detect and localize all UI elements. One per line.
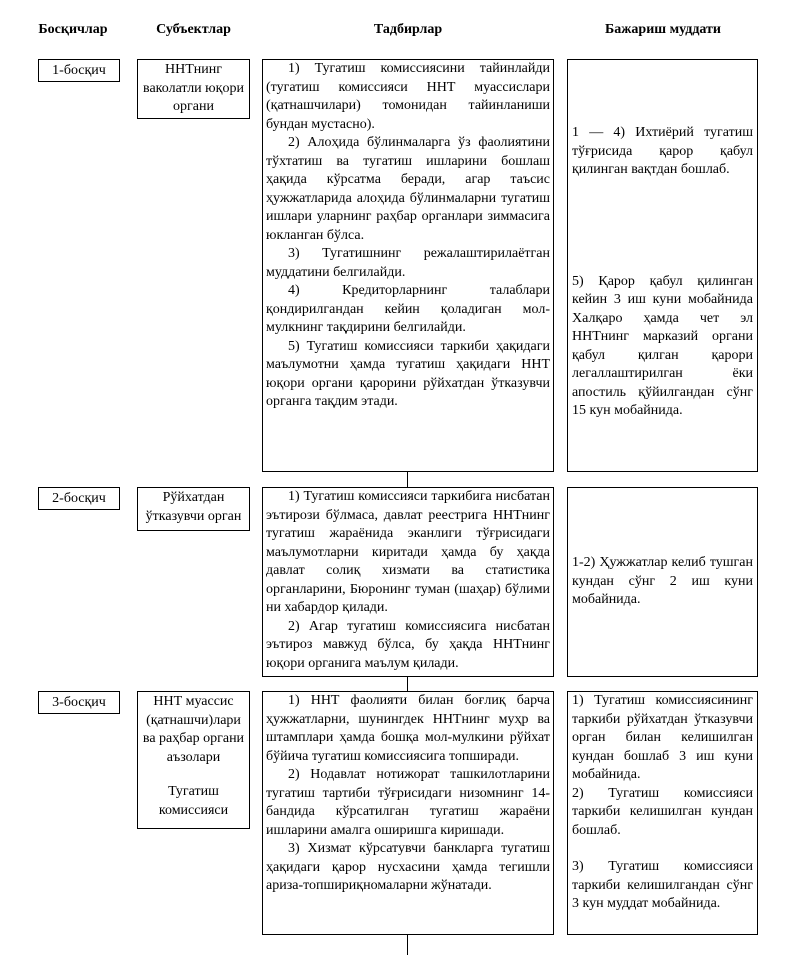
header-deadline: Бажариш муддати bbox=[605, 22, 721, 37]
actions-box-3 bbox=[262, 691, 554, 935]
action-item: 5) Тугатиш комиссияси таркиби ҳақидаги маълумотни ҳамда тугатиш ҳақидаги ННТ юқори органи қарорини рўйхатдан ўтказувчи органга тақдим этади. bbox=[266, 338, 550, 409]
action-item: 2) Нодавлат нотижорат ташкилотларини тугатиш тартиби тўғрисидаги низомнинг 14-бандида кўрсатилган тугатиш жараёни ишларини амалга оширишга киришади. bbox=[266, 767, 550, 838]
actions-box-2 bbox=[262, 487, 554, 677]
stage-box-1 bbox=[38, 59, 120, 82]
stage-box-2 bbox=[38, 487, 120, 510]
deadline-list-1 bbox=[568, 124, 757, 421]
stage-label-3: 3-босқич bbox=[52, 695, 106, 710]
actions-box-1 bbox=[262, 59, 554, 472]
deadline-list-3 bbox=[568, 692, 757, 914]
deadline-item: 1 — 4) Ихтиёрий тугатиш тўғрисида қарор қабул қилинган вақтдан бошлаб. bbox=[572, 125, 753, 177]
subjects-label-3b: Тугатиш комиссияси bbox=[158, 784, 229, 818]
header-actions: Тадбирлар bbox=[373, 22, 443, 37]
action-item: 4) Кредиторларнинг талаблари қондирилгандан кейин қоладиган мол-мулкнинг тақдирини белгилайди. bbox=[266, 283, 550, 335]
subjects-label-2: Рўйхатдан ўтказувчи орган bbox=[145, 490, 242, 524]
actions-list-2 bbox=[263, 488, 553, 673]
subjects-box-1 bbox=[137, 59, 250, 119]
deadline-list-2 bbox=[568, 554, 757, 610]
deadline-item: 5) Қарор қабул қилинган кейин 3 иш куни мобайнида Халқаро ҳамда чет эл ННТнинг марказий органи қабул қилган қарори легаллаштирилган ёки апостиль қўйилгандан сўнг 15 кун мобайнида. bbox=[572, 273, 753, 418]
deadline-box-1 bbox=[567, 59, 758, 472]
connector-line bbox=[407, 677, 408, 691]
subjects-box-3 bbox=[137, 691, 250, 829]
deadline-item: 2) Тугатиш комиссияси таркиби келишилган кундан бошлаб. bbox=[572, 785, 753, 838]
stage-label-1: 1-босқич bbox=[52, 63, 106, 78]
actions-list-3 bbox=[263, 692, 553, 896]
action-item: 3) Хизмат кўрсатувчи банкларга тугатиш ҳақидаги қарор нусхасини ҳамда тегишли ариза-топшириқномаларни жўнатади. bbox=[266, 841, 550, 893]
action-item: 3) Тугатишнинг режалаштирилаётган муддатини белгилайди. bbox=[266, 246, 550, 280]
action-item: 1) Тугатиш комиссиясини тайинлайди (тугатиш комиссияси ННТ муассислари (қатнашчилари) томонидан тайинланиши бундан мустасно). bbox=[266, 61, 550, 132]
header-subjects: Субъектлар bbox=[156, 22, 231, 37]
action-item: 2) Алоҳида бўлинмаларга ўз фаолиятини тўхтатиш ва тугатиш ишларини бошлаш ҳақида кўрсатма беради, агар таъсис ҳужжатларида алоҳида бўлинмаларни тугатиш ишлари уларнинг раҳбар органлари зиммасига юкланган бўлса. bbox=[266, 135, 550, 243]
actions-list-1 bbox=[263, 60, 553, 412]
subjects-box-2 bbox=[137, 487, 250, 531]
deadline-box-2 bbox=[567, 487, 758, 677]
stage-box-3 bbox=[38, 691, 120, 714]
stage-label-2: 2-босқич bbox=[52, 491, 106, 506]
connector-line bbox=[407, 935, 408, 955]
action-item: 2) Агар тугатиш комиссиясига нисбатан эътироз мавжуд бўлса, бу ҳақда ННТнинг юқори органига маълум қилади. bbox=[266, 618, 550, 671]
deadline-item: 3) Тугатиш комиссияси таркиби келишилгандан сўнг 3 кун муддат мобайнида. bbox=[572, 859, 753, 911]
header-stage: Босқичлар bbox=[38, 22, 108, 37]
subjects-label-3: ННТ муассис (қатнашчи)лари ва раҳбар органи аъзолари bbox=[142, 694, 245, 765]
action-item: 1) ННТ фаолияти билан боғлиқ барча ҳужжатларни, шунингдек ННТнинг муҳр ва штамплари ҳамда бошқа мол-мулкини рўйхат бўйича тугатиш комиссиясига топширади. bbox=[266, 693, 550, 764]
deadline-box-3 bbox=[567, 691, 758, 935]
action-item: 1) Тугатиш комиссияси таркибига нисбатан эътирози бўлмаса, давлат реестрига ННТнинг тугатиш жараёнида эканлиги тўғрисидаги маълумотларни киритади ҳамда бу ҳақда давлат солиқ хизмати ва статистика органларини, Бюронинг туман (шаҳар) бўлими ни хабардор қилади. bbox=[266, 489, 550, 615]
deadline-item: 1-2) Ҳужжатлар келиб тушган кундан сўнг 2 иш куни мобайнида. bbox=[572, 555, 753, 607]
subjects-label-1: ННТнинг ваколатли юқори органи bbox=[143, 62, 244, 114]
connector-line bbox=[407, 472, 408, 487]
deadline-item: 1) Тугатиш комиссиясининг таркиби рўйхатдан ўтказувчи орган билан келишилган кундан бошлаб 3 иш куни мобайнида. bbox=[572, 693, 753, 782]
